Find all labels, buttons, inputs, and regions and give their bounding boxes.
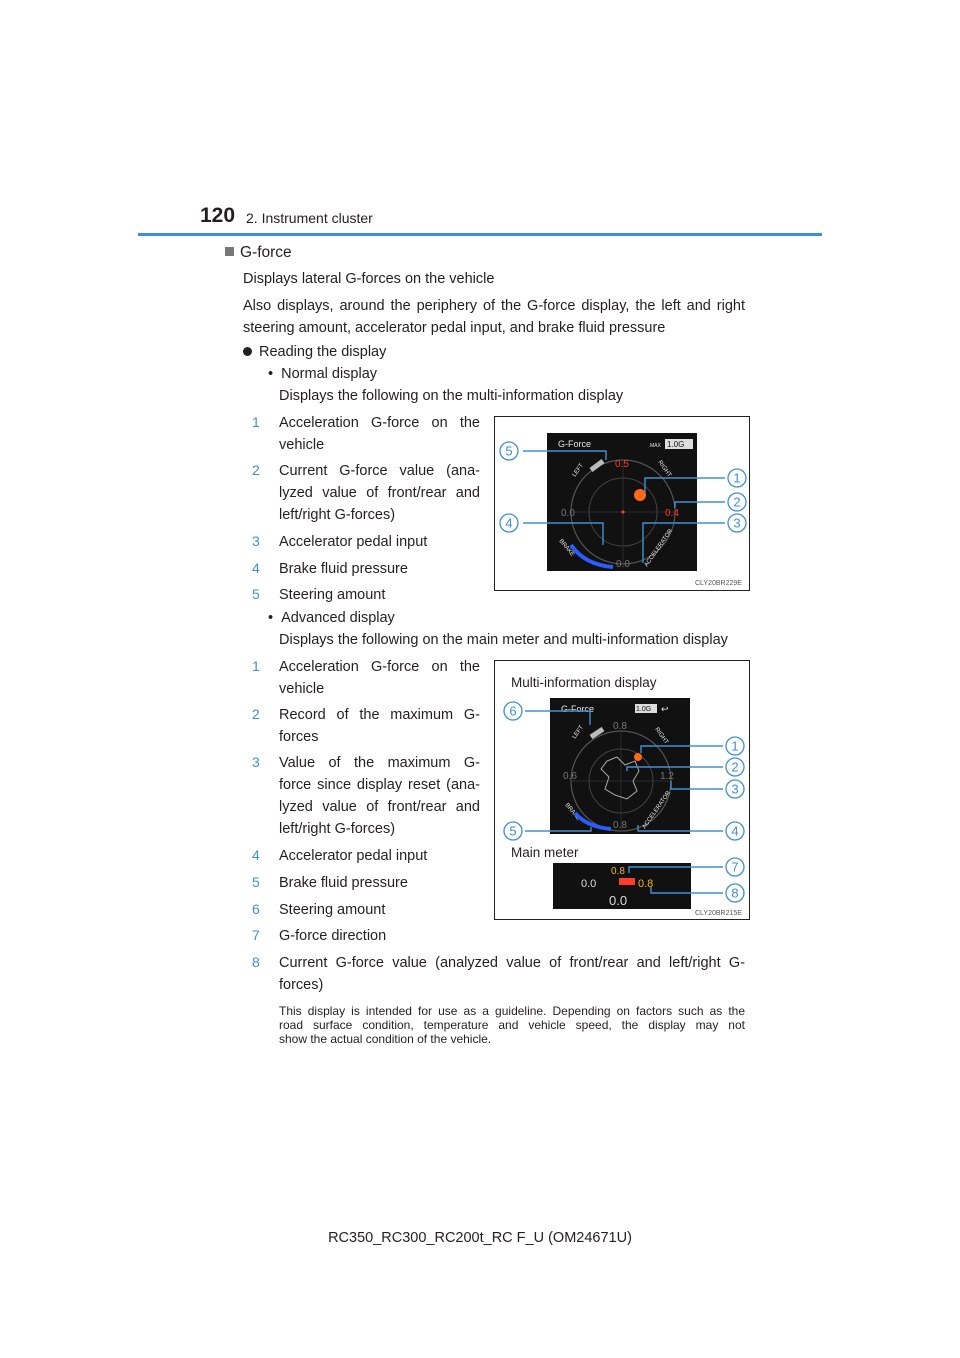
meter-bar [619, 878, 635, 885]
right-value: 0.4 [665, 508, 679, 519]
right-value: 1.2 [660, 771, 674, 782]
note-line-1: This display is intended for use as a guideline. Depending on factors such as the [279, 1004, 745, 1018]
callout-1-text: 1 [733, 470, 741, 486]
callout-5-text: 5 [505, 443, 513, 459]
intro-line-1: Displays lateral G-forces on the vehicle [243, 271, 495, 287]
bottom-value: 0.8 [613, 820, 627, 831]
g-force-heading: G-force [225, 242, 292, 264]
reading-heading: Reading the display [243, 341, 386, 363]
center-dot [621, 510, 624, 513]
callout-2-text: 2 [731, 759, 739, 775]
left-value: 0.6 [563, 771, 577, 782]
mid-title: G-Force [561, 704, 595, 714]
num-badge: 5 [252, 586, 260, 602]
num-badge: 2 [252, 462, 260, 478]
accelerator-label: ACCELERATOR [643, 528, 675, 569]
left-value: 0.0 [561, 508, 575, 519]
note-line-3: show the actual condition of the vehicle. [279, 1032, 492, 1046]
list-item: Accelerator pedal input [279, 848, 428, 864]
left-label: LEFT [571, 462, 586, 479]
num-badge: 3 [252, 533, 260, 549]
num-badge: 1 [252, 414, 260, 430]
list-item: lyzed value of front/rear and [279, 485, 480, 501]
max-value: 1.0G [667, 440, 685, 449]
screen-title: G-Force [558, 439, 592, 449]
list-item: force since display reset (ana- [279, 777, 480, 793]
max-value: 1.0G [636, 706, 652, 713]
list-item: Current G-force value (analyzed value of front/rear and left/right G- [279, 955, 745, 971]
page-number: 120 [200, 204, 236, 227]
callout-8-text: 8 [731, 885, 739, 901]
g-ball [634, 753, 642, 761]
callout-6-text: 6 [509, 703, 517, 719]
normal-display-figure [494, 416, 750, 591]
mid-caption: Multi-information display [511, 675, 657, 690]
num-badge: 4 [252, 847, 260, 863]
list-item: forces [279, 729, 319, 745]
list-item: Brake fluid pressure [279, 561, 408, 577]
list-item: Record of the maximum G- [279, 707, 480, 723]
callout-3-text: 3 [733, 515, 741, 531]
list-item: vehicle [279, 681, 325, 697]
note-line-2: road surface condition, temperature and vehicle speed, the display may not [279, 1018, 745, 1032]
meter-top: 0.8 [611, 866, 625, 877]
num-badge: 6 [252, 901, 260, 917]
list-item: G-force direction [279, 928, 387, 944]
meter-bottom: 0.0 [609, 893, 628, 908]
g-ball [634, 489, 646, 501]
list-item: left/right G-forces) [279, 507, 396, 523]
meter-left: 0.0 [581, 878, 597, 890]
intro-line-3: steering amount, accelerator pedal input, and brake fluid pressure [243, 320, 666, 336]
header-rule [138, 233, 822, 236]
list-item: Accelerator pedal input [279, 534, 428, 550]
num-badge: 1 [252, 658, 260, 674]
accelerator-label: ACCELERATOR [641, 790, 673, 831]
num-badge: 8 [252, 954, 260, 970]
num-badge: 2 [252, 706, 260, 722]
back-icon: ↩ [661, 704, 669, 714]
list-item: Steering amount [279, 902, 386, 918]
num-badge: 4 [252, 560, 260, 576]
square-bullet-icon [225, 247, 234, 256]
list-item: forces) [279, 977, 324, 993]
bullet-icon: • [268, 366, 282, 382]
num-badge: 7 [252, 927, 260, 943]
figure-code: CLY20BR229E [695, 580, 742, 587]
callout-4-text: 4 [731, 823, 739, 839]
callout-7-text: 7 [731, 859, 739, 875]
list-item: Acceleration G-force on the [279, 415, 480, 431]
list-item: Acceleration G-force on the [279, 659, 480, 675]
top-value: 0.5 [615, 459, 629, 470]
top-value: 0.8 [613, 721, 627, 732]
callout-5-text: 5 [509, 823, 517, 839]
main-caption: Main meter [511, 845, 579, 860]
list-item: Value of the maximum G- [279, 755, 480, 771]
list-item: lyzed value of front/rear and [279, 799, 480, 815]
intro-line-2: Also displays, around the periphery of the G-force display, the left and right [243, 298, 745, 314]
list-item: Brake fluid pressure [279, 875, 408, 891]
footer-model-code: RC350_RC300_RC200t_RC F_U (OM24671U) [328, 1230, 632, 1246]
right-label: RIGHT [653, 726, 669, 746]
num-badge: 5 [252, 874, 260, 890]
advanced-figure-svg [495, 661, 749, 919]
normal-display-title: • Normal display [268, 366, 378, 382]
list-item: vehicle [279, 437, 325, 453]
bullet-icon: • [268, 610, 282, 626]
list-item: Steering amount [279, 587, 386, 603]
right-label: RIGHT [656, 459, 672, 479]
figure-code: CLY20BR215E [695, 910, 742, 917]
section-title-header: 2. Instrument cluster [246, 210, 373, 226]
brake-label: BRAKE [557, 538, 576, 558]
normal-display-desc: Displays the following on the multi-information display [279, 388, 624, 404]
max-label: MAX [650, 443, 661, 449]
callout-1-text: 1 [731, 738, 739, 754]
callout-3-text: 3 [731, 781, 739, 797]
brake-label: BRAKE [563, 802, 582, 822]
callout-4-text: 4 [505, 515, 513, 531]
left-label: LEFT [571, 724, 586, 741]
advanced-display-figure [494, 660, 750, 920]
list-item: Current G-force value (ana- [279, 463, 480, 479]
advanced-display-title: • Advanced display [268, 610, 395, 626]
list-item: left/right G-forces) [279, 821, 396, 837]
dot-bullet-icon [243, 347, 252, 356]
advanced-display-desc: Displays the following on the main meter and multi-information display [279, 632, 728, 648]
meter-right: 0.8 [638, 878, 654, 890]
num-badge: 3 [252, 754, 260, 770]
bottom-value: 0.0 [616, 559, 630, 570]
normal-figure-svg [495, 417, 749, 590]
callout-2-text: 2 [733, 494, 741, 510]
